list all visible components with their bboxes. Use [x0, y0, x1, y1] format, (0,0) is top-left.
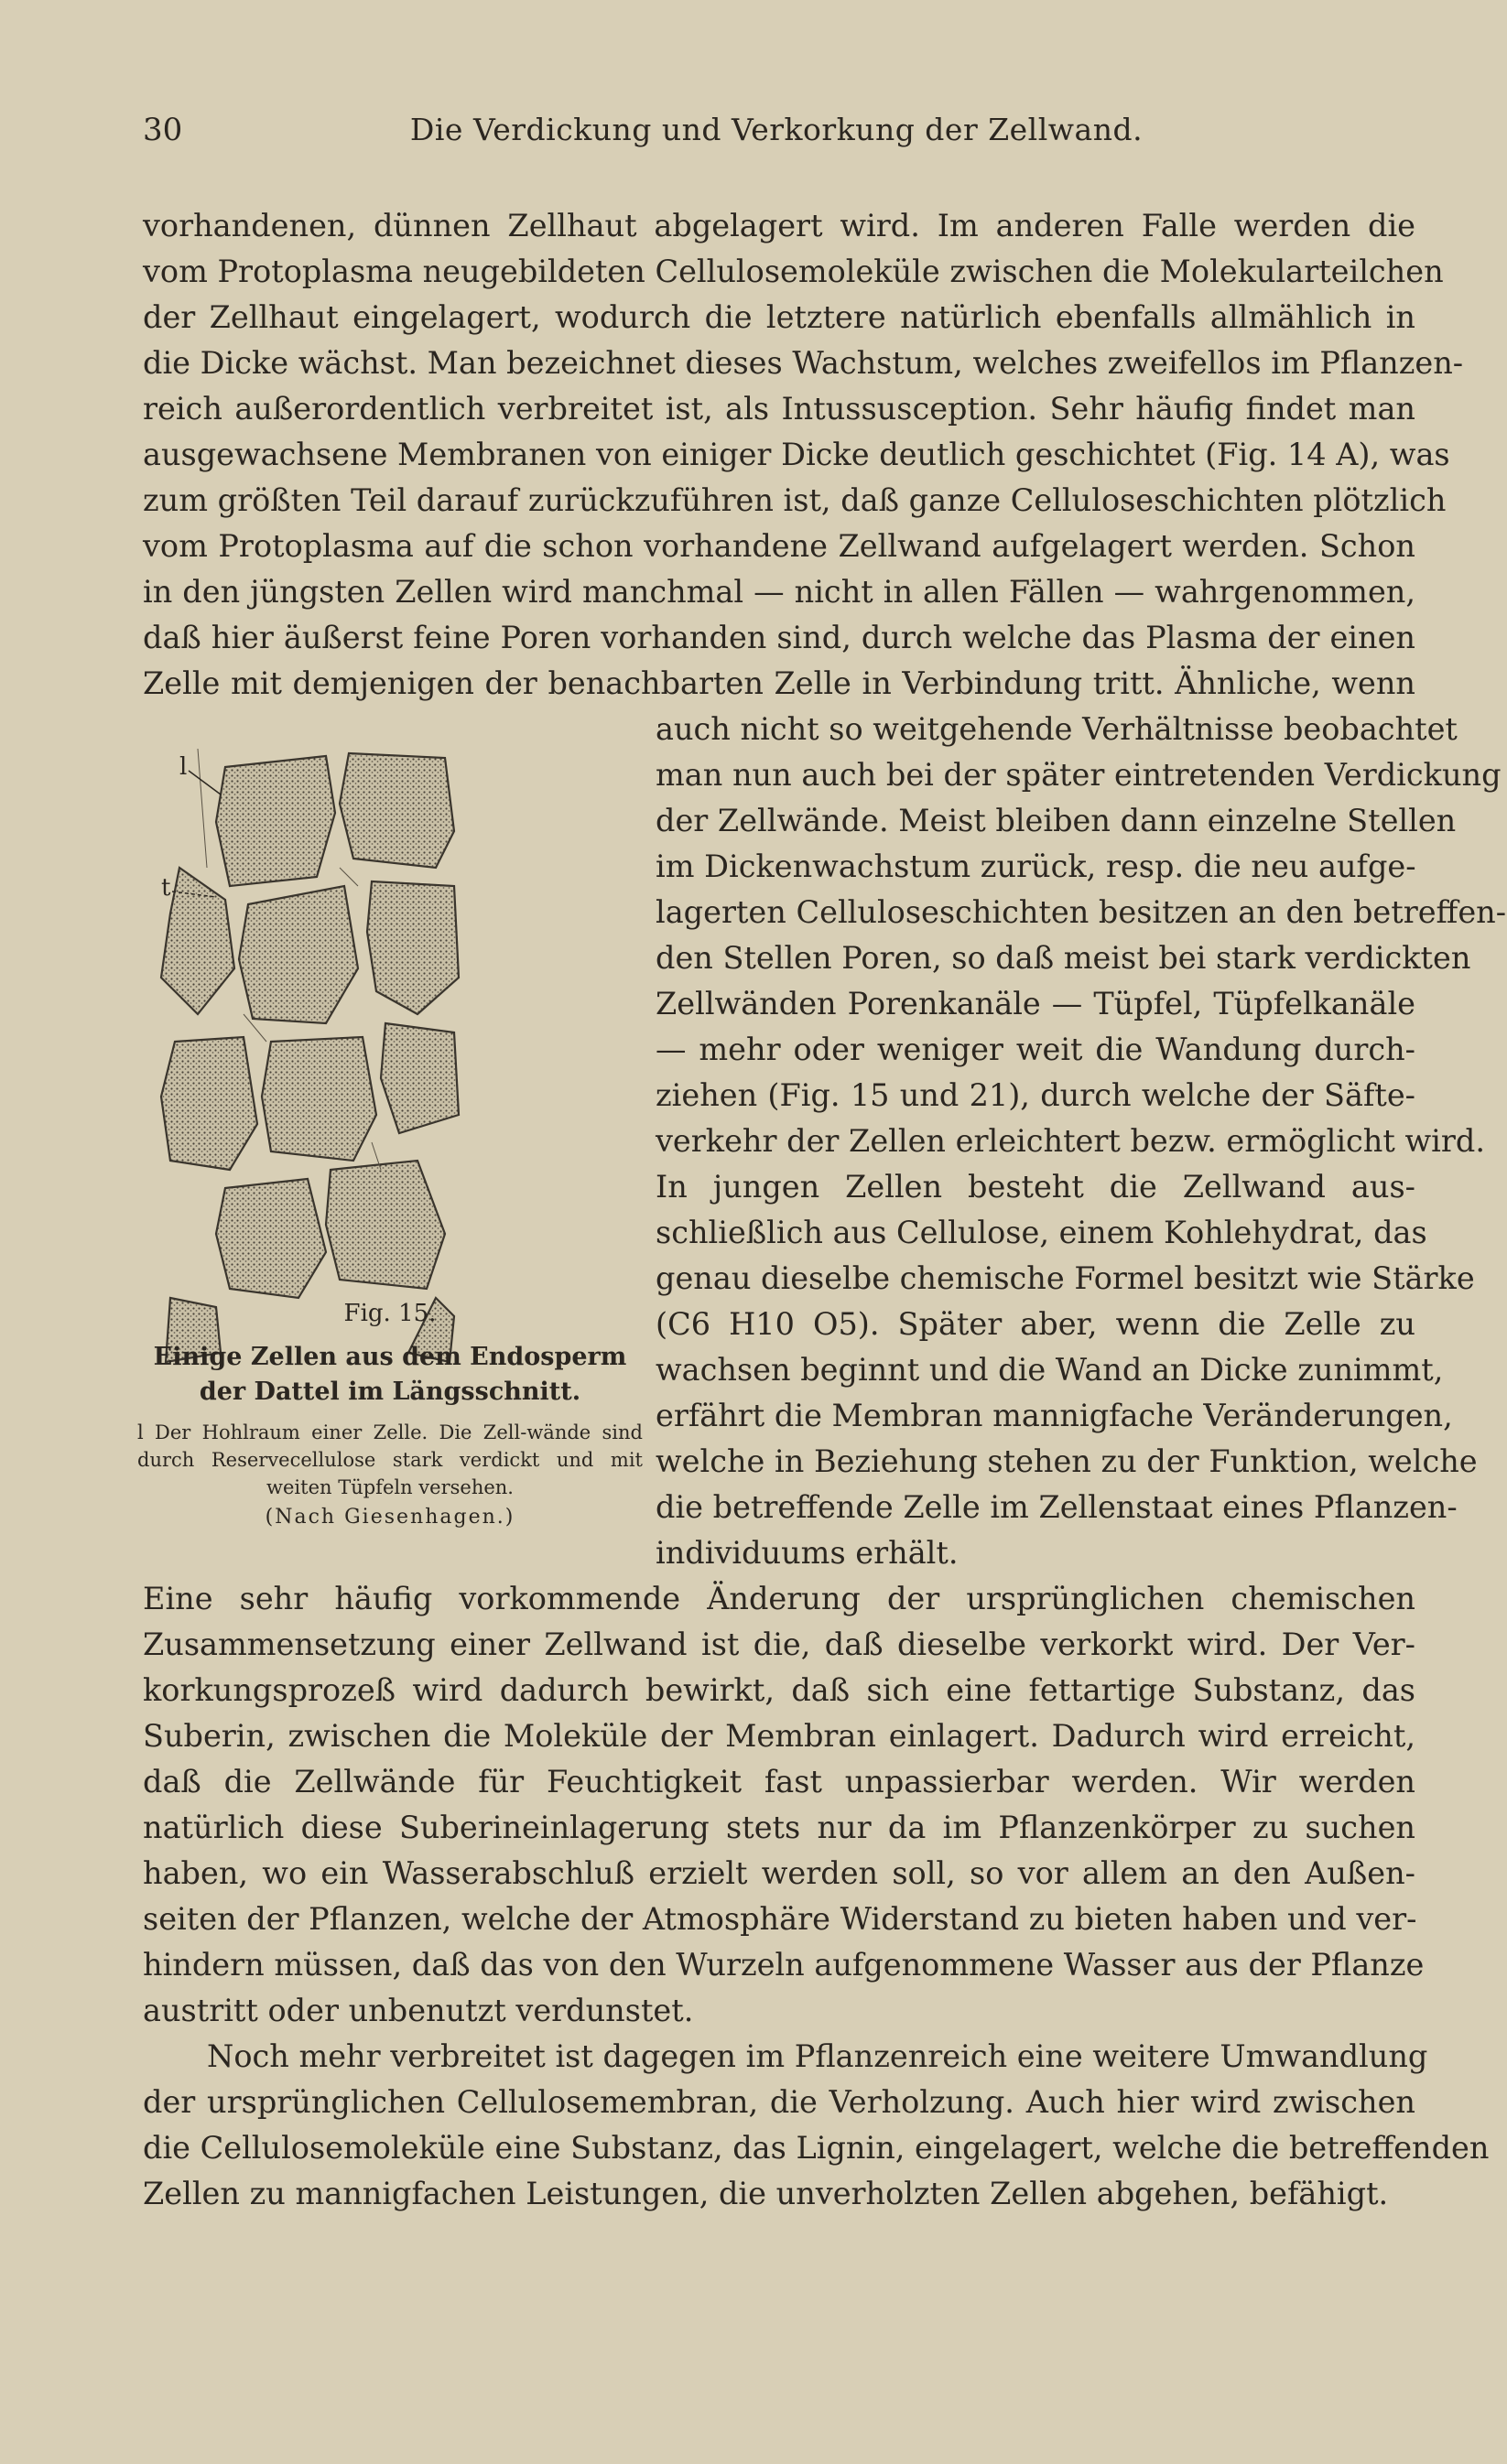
side-line: schließlich aus Cellulose, einem Kohlehydrat, das — [656, 1215, 1427, 1250]
body-line: Noch mehr verbreitet ist dagegen im Pflanzenreich eine weitere Umwandlung — [207, 2038, 1428, 2074]
body-line: vom Protoplasma auf die schon vorhandene Zellwand aufgelagert werden. Schon — [143, 528, 1415, 564]
body-line: in den jüngsten Zellen wird manchmal — nicht in allen Fällen — wahrgenommen, — [143, 574, 1415, 610]
side-line: — mehr oder weniger weit die Wandung durch- — [656, 1032, 1415, 1067]
body-line: vom Protoplasma neugebildeten Cellulosemoleküle zwischen die Molekularteilchen — [143, 254, 1444, 289]
page-number: 30 — [143, 112, 183, 148]
running-title: Die Verdickung und Verkorkung der Zellwand. — [409, 112, 1144, 147]
body-line: vorhandenen, dünnen Zellhaut abgelagert wird. Im anderen Falle werden die — [143, 208, 1415, 243]
body-line: haben, wo ein Wasserabschluß erzielt werden soll, so vor allem an den Außen- — [143, 1855, 1415, 1891]
body-line: hindern müssen, daß das von den Wurzeln aufgenommene Wasser aus der Pflanze — [143, 1947, 1425, 1983]
body-line: austritt oder unbenutzt verdunstet. — [143, 1993, 694, 2028]
side-line: In jungen Zellen besteht die Zellwand aus- — [656, 1169, 1415, 1205]
figure-15-illustration — [143, 730, 637, 1371]
body-line: Suberin, zwischen die Moleküle der Membran einlagert. Dadurch wird erreicht, — [143, 1718, 1415, 1754]
side-line: erfährt die Membran mannigfache Veränderungen, — [656, 1398, 1453, 1433]
body-line: Zelle mit demjenigen der benachbarten Zelle in Verbindung tritt. Ähnliche, wenn — [143, 665, 1415, 701]
body-line: die Cellulosemoleküle eine Substanz, das Lignin, eingelagert, welche die betreffenden — [143, 2130, 1490, 2166]
side-line: individuums erhält. — [656, 1535, 959, 1571]
body-line: daß hier äußerst feine Poren vorhanden sind, durch welche das Plasma der einen — [143, 620, 1415, 655]
figure-source: (Nach Giesenhagen.) — [265, 1506, 515, 1529]
side-line: Zellwänden Porenkanäle — Tüpfel, Tüpfelkanäle — [656, 986, 1415, 1021]
body-line: seiten der Pflanzen, welche der Atmosphäre Widerstand zu bieten haben und ver- — [143, 1901, 1417, 1937]
body-line: reich außerordentlich verbreitet ist, als Intussusception. Sehr häufig findet man — [143, 391, 1415, 427]
side-line: den Stellen Poren, so daß meist bei stark verdickten — [656, 940, 1471, 976]
body-line: zum größten Teil darauf zurückzuführen ist, daß ganze Celluloseschichten plötzlich — [143, 482, 1447, 518]
body-line: der Zellhaut eingelagert, wodurch die letztere natürlich ebenfalls allmählich in — [143, 299, 1415, 335]
figure-caption: Einige Zellen aus dem Endosperm der Dattel im Längsschnitt. — [153, 1343, 627, 1406]
side-line: auch nicht so weitgehende Verhältnisse beobachtet — [656, 711, 1458, 747]
figure-label: Fig. 15. — [343, 1300, 437, 1327]
side-line: ziehen (Fig. 15 und 21), durch welche der Säfte- — [656, 1077, 1415, 1113]
body-line: ausgewachsene Membranen von einiger Dicke deutlich geschichtet (Fig. 14 A), was — [143, 437, 1450, 472]
side-line: im Dickenwachstum zurück, resp. die neu aufge- — [656, 848, 1416, 884]
side-line: lagerten Celluloseschichten besitzen an den betreffen- — [656, 894, 1507, 930]
body-line: Zellen zu mannigfachen Leistungen, die unverholzten Zellen abgehen, befähigt. — [143, 2176, 1389, 2211]
side-line: wachsen beginnt und die Wand an Dicke zunimmt, — [656, 1352, 1444, 1388]
body-line: der ursprünglichen Cellulosemembran, die Verholzung. Auch hier wird zwischen — [143, 2084, 1415, 2120]
side-line: genau dieselbe chemische Formel besitzt wie Stärke — [656, 1260, 1475, 1296]
body-line: Eine sehr häufig vorkommende Änderung der ursprünglichen chemischen — [143, 1581, 1415, 1616]
figure-marker-t: t — [161, 874, 171, 902]
body-line: korkungsprozeß wird dadurch bewirkt, daß sich eine fettartige Substanz, das — [143, 1672, 1415, 1708]
figure-description: l Der Hohlraum einer Zelle. Die Zell-wände sind durch Reservecellulose stark verdickt und mit weiten Tüpfeln versehen. — [137, 1421, 643, 1498]
side-line: die betreffende Zelle im Zellenstaat eines Pflanzen- — [656, 1489, 1458, 1525]
body-line: natürlich diese Suberineinlagerung stets nur da im Pflanzenkörper zu suchen — [143, 1810, 1415, 1845]
side-line: verkehr der Zellen erleichtert bezw. ermöglicht wird. — [656, 1123, 1485, 1159]
body-line: Zusammensetzung einer Zellwand ist die, daß dieselbe verkorkt wird. Der Ver- — [143, 1626, 1415, 1662]
body-line: daß die Zellwände für Feuchtigkeit fast unpassierbar werden. Wir werden — [143, 1764, 1415, 1799]
side-line: (C6 H10 O5). Später aber, wenn die Zelle zu — [656, 1306, 1415, 1342]
side-line: welche in Beziehung stehen zu der Funktion, welche — [656, 1443, 1478, 1479]
page-header — [143, 112, 1410, 154]
body-line: die Dicke wächst. Man bezeichnet dieses Wachstum, welches zweifellos im Pflanzen- — [143, 345, 1464, 381]
figure-marker-l: l — [179, 753, 188, 781]
side-line: man nun auch bei der später eintretenden Verdickung — [656, 757, 1502, 793]
side-line: der Zellwände. Meist bleiben dann einzelne Stellen — [656, 803, 1457, 838]
